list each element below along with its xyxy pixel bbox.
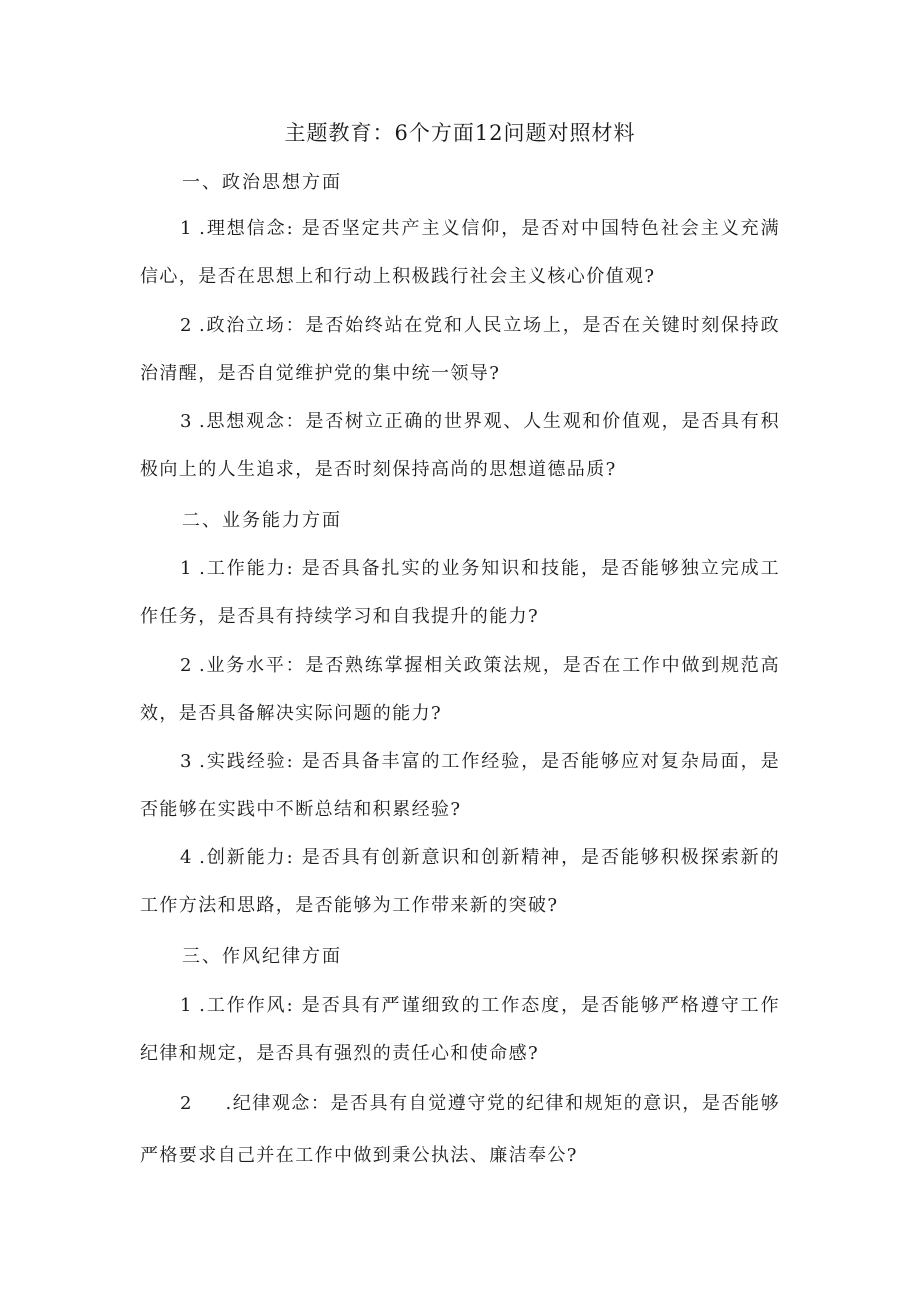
- document-title: 主题教育：6个方面12问题对照材料: [284, 121, 636, 145]
- item-text: .工作能力: 是否具备扎实的业务知识和技能，是否能够独立完成工作任务，是否具有持续学习和自我提升的能力?: [140, 558, 781, 627]
- item-text: .纪律观念：是否具有自觉遵守党的纪律和规矩的意识，是否能够严格要求自己并在工作中做到秉公执法、廉洁奉公?: [140, 1093, 780, 1166]
- item-number: 3: [180, 411, 192, 432]
- paragraph-political-stance: [140, 302, 780, 398]
- paragraph-discipline: [140, 1078, 780, 1182]
- item-number: 1: [180, 995, 192, 1016]
- item-number: 1: [180, 558, 192, 579]
- section-heading-discipline: 三、作风纪律方面: [182, 946, 342, 967]
- section-heading-ability: 二、业务能力方面: [182, 510, 342, 531]
- item-text: .政治立场：是否始终站在党和人民立场上，是否在关键时刻保持政治清醒，是否自觉维护党的集中统一领导?: [140, 315, 781, 384]
- item-text: .创新能力: 是否具有创新意识和创新精神，是否能够积极探索新的工作方法和思路，是否能够为工作带来新的突破?: [140, 847, 781, 916]
- item-number: 2: [180, 315, 192, 336]
- item-number: 3: [180, 751, 192, 772]
- item-text: .理想信念: 是否坚定共产主义信仰，是否对中国特色社会主义充满信心，是否在思想上和行动上积极践行社会主义核心价值观?: [140, 218, 781, 287]
- paragraph-thinking: [140, 398, 780, 494]
- paragraph-work-style: [140, 982, 780, 1078]
- section-heading-political: 一、政治思想方面: [182, 172, 342, 193]
- paragraph-practical-experience: [140, 738, 780, 834]
- paragraph-ideals: [140, 205, 780, 301]
- item-number: 4: [180, 847, 192, 868]
- item-text: .实践经验: 是否具备丰富的工作经验，是否能够应对复杂局面，是否能够在实践中不断总结和积累经验?: [140, 751, 781, 820]
- item-text: .思想观念：是否树立正确的世界观、人生观和价值观，是否具有积极向上的人生追求，是否时刻保持高尚的思想道德品质?: [140, 411, 781, 480]
- paragraph-work-ability: [140, 545, 780, 641]
- paragraph-business-level: [140, 642, 780, 738]
- item-text: .业务水平：是否熟练掌握相关政策法规，是否在工作中做到规范高效，是否具备解决实际问题的能力?: [140, 655, 781, 724]
- item-number: 2: [180, 655, 192, 676]
- paragraph-innovation: [140, 834, 780, 930]
- item-number: 1: [180, 218, 192, 239]
- item-number: 2: [180, 1093, 192, 1114]
- item-text: .工作作风: 是否具有严谨细致的工作态度，是否能够严格遵守工作纪律和规定，是否具有强烈的责任心和使命感?: [140, 995, 781, 1064]
